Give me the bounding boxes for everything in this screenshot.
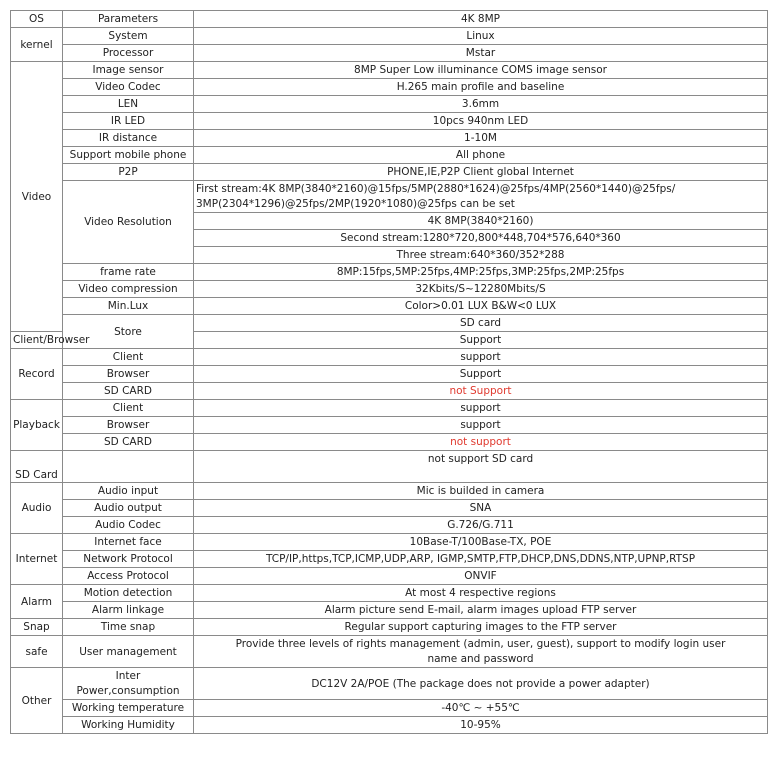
param-label: frame rate [63, 264, 194, 281]
param-label: Processor [63, 45, 194, 62]
param-label: SD CARD [63, 383, 194, 400]
param-value: 8MP Super Low illuminance COMS image sensor [194, 62, 768, 79]
param-label: Access Protocol [63, 568, 194, 585]
spec-table [10, 10, 768, 734]
param-value: 1-10M [194, 130, 768, 147]
param-value-main-stream: 4K 8MP(3840*2160) [194, 213, 768, 230]
param-value: Support [194, 366, 768, 383]
param-value: Linux [194, 28, 768, 45]
param-label: IR distance [63, 130, 194, 147]
power-label-line-2: Power,consumption [76, 684, 180, 697]
param-label-power [63, 668, 194, 700]
param-label: Client [63, 400, 194, 417]
table-row [11, 147, 768, 164]
param-value: 10-95% [194, 717, 768, 734]
param-value: 8MP:15fps,5MP:25fps,4MP:25fps,3MP:25fps,2MP:25fps [194, 264, 768, 281]
table-row [11, 434, 768, 451]
param-label: Internet face [63, 534, 194, 551]
param-label: Video Resolution [63, 181, 194, 264]
param-value: 10pcs 940nm LED [194, 113, 768, 130]
param-value: G.726/G.711 [194, 517, 768, 534]
param-value: not support SD card [194, 451, 768, 483]
param-value: DC12V 2A/POE (The package does not provide a power adapter) [194, 668, 768, 700]
param-label: SD CARD [63, 434, 194, 451]
param-value: support [194, 400, 768, 417]
param-value: SNA [194, 500, 768, 517]
table-row [11, 383, 768, 400]
param-value: support [194, 417, 768, 434]
table-row [11, 281, 768, 298]
table-row [11, 500, 768, 517]
table-row [11, 636, 768, 668]
category-os: OS [11, 11, 63, 28]
param-value-first-stream [194, 181, 768, 213]
param-value-third-stream: Three stream:640*360/352*288 [194, 247, 768, 264]
table-row [11, 349, 768, 366]
param-value: TCP/IP,https,TCP,ICMP,UDP,ARP, IGMP,SMTP,FTP,DHCP,DNS,DDNS,NTP,UPNP,RTSP [194, 551, 768, 568]
param-value: Support [194, 332, 768, 349]
param-label: Image sensor [63, 62, 194, 79]
param-value: H.265 main profile and baseline [194, 79, 768, 96]
param-value-unsupported: not Support [194, 383, 768, 400]
table-row [11, 366, 768, 383]
param-value: 4K 8MP [194, 11, 768, 28]
category-kernel: kernel [11, 28, 63, 62]
param-value: 32Kbits/S~12280Mbits/S [194, 281, 768, 298]
table-row [11, 264, 768, 281]
param-label: Audio input [63, 483, 194, 500]
category-internet: Internet [11, 534, 63, 585]
param-label: Video compression [63, 281, 194, 298]
param-value: support [194, 349, 768, 366]
power-label-line-1: Inter [115, 669, 141, 682]
table-row [11, 668, 768, 700]
param-label: Network Protocol [63, 551, 194, 568]
param-label: Parameters [63, 11, 194, 28]
param-value-second-stream: Second stream:1280*720,800*448,704*576,640*360 [194, 230, 768, 247]
param-label: Working temperature [63, 700, 194, 717]
param-label: Client [63, 349, 194, 366]
param-label: P2P [63, 164, 194, 181]
table-row [11, 602, 768, 619]
table-row [11, 11, 768, 28]
table-row [11, 517, 768, 534]
param-label: SD card [194, 315, 768, 332]
param-value: Provide three levels of rights management (admin, user, guest), support to modify login user name and password [194, 636, 768, 668]
param-value: 3.6mm [194, 96, 768, 113]
param-value: Regular support capturing images to the FTP server [194, 619, 768, 636]
param-label [63, 451, 194, 483]
table-row [11, 717, 768, 734]
param-value: All phone [194, 147, 768, 164]
category-audio: Audio [11, 483, 63, 534]
table-row [11, 585, 768, 602]
param-value: Color>0.01 LUX B&W<0 LUX [194, 298, 768, 315]
category-video: Video [11, 62, 63, 332]
table-row [11, 113, 768, 130]
table-row [11, 45, 768, 62]
param-value: 10Base-T/100Base-TX, POE [194, 534, 768, 551]
table-row [11, 551, 768, 568]
param-label: LEN [63, 96, 194, 113]
param-label: Video Codec [63, 79, 194, 96]
param-value: Mstar [194, 45, 768, 62]
table-row [11, 28, 768, 45]
table-row [11, 619, 768, 636]
param-label: Alarm linkage [63, 602, 194, 619]
table-row [11, 164, 768, 181]
category-snap: Snap [11, 619, 63, 636]
param-label: Audio output [63, 500, 194, 517]
param-label: Time snap [63, 619, 194, 636]
param-label: Client/Browser [11, 332, 63, 349]
param-value: ONVIF [194, 568, 768, 585]
param-value: At most 4 respective regions [194, 585, 768, 602]
param-label: Browser [63, 417, 194, 434]
param-label: Support mobile phone [63, 147, 194, 164]
table-row [11, 62, 768, 79]
first-stream-line-2: 3MP(2304*1296)@25fps/2MP(1920*1080)@25fps can be set [196, 197, 515, 210]
table-row [11, 417, 768, 434]
category-sd-card: SD Card [11, 451, 63, 483]
table-row [11, 79, 768, 96]
table-row [11, 483, 768, 500]
table-row [11, 700, 768, 717]
category-alarm: Alarm [11, 585, 63, 619]
param-label: Min.Lux [63, 298, 194, 315]
table-row [11, 400, 768, 417]
param-value: -40℃ ~ +55℃ [194, 700, 768, 717]
table-row [11, 96, 768, 113]
param-label: Audio Codec [63, 517, 194, 534]
param-label: IR LED [63, 113, 194, 130]
table-row [11, 568, 768, 585]
first-stream-line-1: First stream:4K 8MP(3840*2160)@15fps/5MP(2880*1624)@25fps/4MP(2560*1440)@25fps/ [196, 182, 676, 195]
table-row [11, 534, 768, 551]
category-record: Record [11, 349, 63, 400]
param-label: Motion detection [63, 585, 194, 602]
table-row [11, 181, 768, 213]
category-playback: Playback [11, 400, 63, 451]
param-label: Browser [63, 366, 194, 383]
table-row [11, 298, 768, 315]
table-row [11, 315, 768, 332]
param-value: Alarm picture send E-mail, alarm images upload FTP server [194, 602, 768, 619]
param-value: PHONE,IE,P2P Client global Internet [194, 164, 768, 181]
param-label: User management [63, 636, 194, 668]
param-label: System [63, 28, 194, 45]
category-other: Other [11, 668, 63, 734]
param-value-unsupported: not support [194, 434, 768, 451]
param-label: Working Humidity [63, 717, 194, 734]
table-row [11, 451, 768, 483]
param-value: Mic is builded in camera [194, 483, 768, 500]
category-store: Store [63, 315, 194, 349]
category-safe: safe [11, 636, 63, 668]
table-row [11, 130, 768, 147]
